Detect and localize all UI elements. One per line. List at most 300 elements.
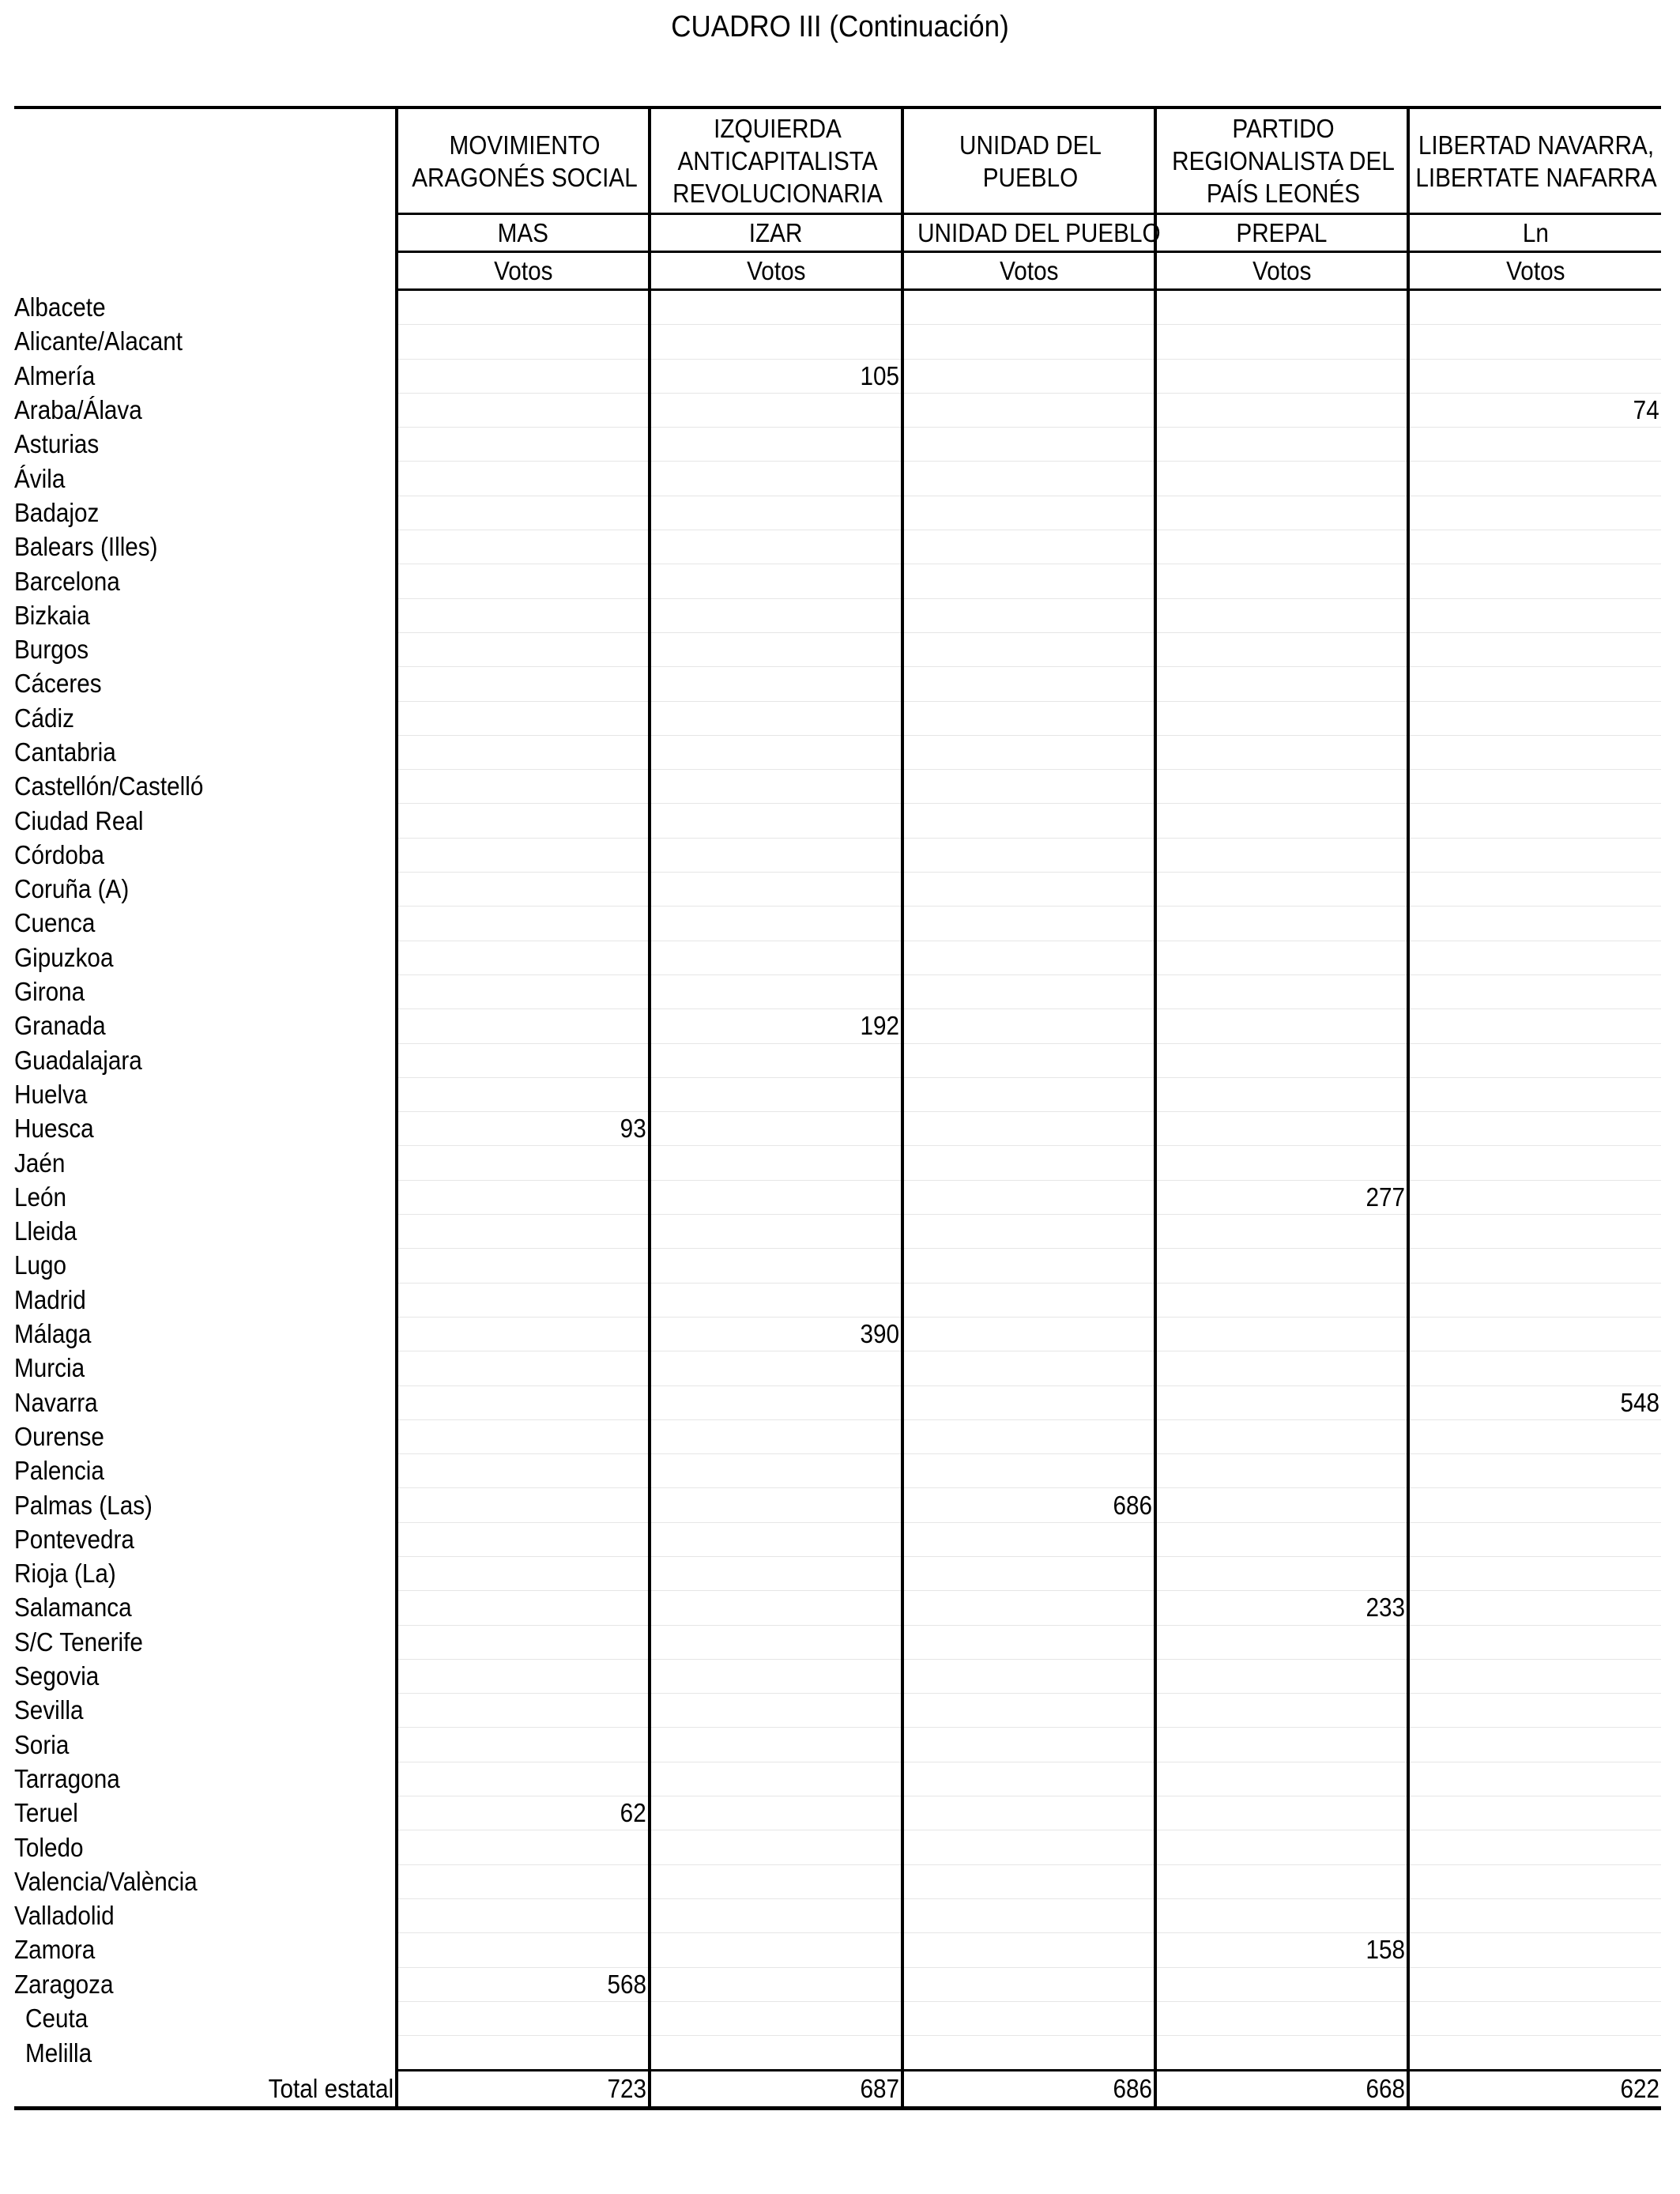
votes-cell-prepal — [1155, 770, 1408, 804]
province-label: Badajoz — [14, 497, 100, 527]
votes-cell-ln — [1408, 1077, 1661, 1111]
votes-cell-mas — [397, 496, 650, 530]
table-row — [14, 632, 1661, 666]
votes-cell-mas — [397, 359, 650, 393]
votes-cell-prepal — [1155, 735, 1408, 769]
votes-cell-mas — [397, 907, 650, 941]
votes-cell-mas — [397, 941, 650, 974]
table-row — [14, 770, 1661, 804]
votes-cell-ln — [1408, 530, 1661, 564]
col-name-unidad: UNIDAD DEL PUEBLO — [902, 107, 1155, 214]
votes-cell-unidad — [902, 1112, 1155, 1146]
table-row — [14, 1762, 1661, 1796]
province-label: Ourense — [14, 1421, 104, 1451]
table-row — [14, 1864, 1661, 1898]
votes-cell-mas — [397, 1317, 650, 1351]
votes-cell-mas — [397, 1009, 650, 1043]
votes-cell-ln — [1408, 1591, 1661, 1625]
province-label: Cádiz — [14, 703, 74, 733]
table-row — [14, 2036, 1661, 2071]
votes-cell-prepal — [1155, 1625, 1408, 1659]
votes-cell-ln — [1408, 428, 1661, 462]
province-label: Sevilla — [14, 1695, 84, 1725]
votes-cell-unidad — [902, 1454, 1155, 1488]
votes-cell-izar — [650, 1864, 902, 1898]
votes-cell-ln — [1408, 1419, 1661, 1453]
total-mas: 723 — [397, 2071, 650, 2109]
province-label: Tarragona — [14, 1763, 120, 1793]
votes-cell-mas — [397, 2001, 650, 2035]
votes-cell-prepal — [1155, 325, 1408, 359]
province-label: Ceuta — [25, 2003, 89, 2033]
votes-cell-prepal: 277 — [1155, 1180, 1408, 1214]
votes-cell-unidad — [902, 1796, 1155, 1830]
table-row — [14, 701, 1661, 735]
votes-cell-prepal: 158 — [1155, 1933, 1408, 1967]
votes-cell-prepal — [1155, 530, 1408, 564]
votes-cell-izar — [650, 1728, 902, 1762]
votes-cell-unidad — [902, 496, 1155, 530]
votes-cell-mas — [397, 838, 650, 872]
votes-cell-unidad — [902, 1385, 1155, 1419]
votes-cell-prepal — [1155, 1830, 1408, 1864]
table-body — [14, 290, 1661, 2071]
votes-cell-mas — [397, 1419, 650, 1453]
table-row — [14, 2001, 1661, 2035]
votes-cell-izar — [650, 1591, 902, 1625]
table-row — [14, 1967, 1661, 2001]
votes-cell-mas — [397, 564, 650, 598]
table-row — [14, 941, 1661, 974]
province-label: Cáceres — [14, 669, 102, 699]
votes-cell-unidad — [902, 1180, 1155, 1214]
votes-cell-izar — [650, 632, 902, 666]
votes-cell-prepal — [1155, 974, 1408, 1008]
votes-cell-izar — [650, 907, 902, 941]
votes-cell-prepal — [1155, 667, 1408, 701]
votes-cell-izar — [650, 1796, 902, 1830]
votes-cell-unidad — [902, 1933, 1155, 1967]
votes-cell-izar — [650, 462, 902, 496]
votes-cell-izar — [650, 1385, 902, 1419]
votes-cell-prepal — [1155, 838, 1408, 872]
votes-cell-izar — [650, 1249, 902, 1283]
province-label: Zaragoza — [14, 1969, 114, 1999]
table-row — [14, 1077, 1661, 1111]
votes-cell-mas — [397, 1454, 650, 1488]
votes-cell-mas: 568 — [397, 1967, 650, 2001]
table-row — [14, 667, 1661, 701]
votes-cell-unidad — [902, 974, 1155, 1008]
votes-cell-mas — [397, 1659, 650, 1693]
votes-cell-mas — [397, 1146, 650, 1180]
votes-cell-mas — [397, 1351, 650, 1385]
col-unit-unidad: Votos — [902, 252, 1155, 290]
votes-cell-mas — [397, 873, 650, 907]
table-row — [14, 1385, 1661, 1419]
votes-cell-izar — [650, 1659, 902, 1693]
votes-cell-mas — [397, 1385, 650, 1419]
votes-cell-ln — [1408, 1659, 1661, 1693]
province-label: Córdoba — [14, 839, 104, 869]
votes-cell-prepal — [1155, 1967, 1408, 2001]
votes-cell-izar — [650, 804, 902, 838]
votes-cell-ln — [1408, 1898, 1661, 1932]
votes-cell-unidad — [902, 598, 1155, 632]
province-label: Almería — [14, 360, 96, 390]
votes-cell-unidad — [902, 564, 1155, 598]
votes-cell-unidad — [902, 1419, 1155, 1453]
votes-cell-mas — [397, 1694, 650, 1728]
province-label: Navarra — [14, 1387, 98, 1417]
col-abbr-prepal: PREPAL — [1155, 214, 1408, 252]
header-party-names — [14, 107, 1661, 214]
total-izar: 687 — [650, 2071, 902, 2109]
votes-cell-ln — [1408, 1796, 1661, 1830]
votes-cell-izar — [650, 1967, 902, 2001]
votes-cell-prepal: 233 — [1155, 1591, 1408, 1625]
table-row — [14, 1488, 1661, 1522]
votes-cell-unidad — [902, 325, 1155, 359]
votes-cell-prepal — [1155, 1659, 1408, 1693]
province-label: Huelva — [14, 1079, 88, 1109]
table-row — [14, 1898, 1661, 1932]
votes-cell-prepal — [1155, 1009, 1408, 1043]
table-row — [14, 1625, 1661, 1659]
table-row — [14, 735, 1661, 769]
province-label: Albacete — [14, 292, 106, 322]
votes-cell-mas — [397, 290, 650, 325]
votes-cell-ln — [1408, 1454, 1661, 1488]
votes-cell-mas — [397, 1488, 650, 1522]
votes-cell-izar — [650, 1488, 902, 1522]
votes-cell-izar — [650, 667, 902, 701]
votes-cell-izar — [650, 1898, 902, 1932]
votes-cell-unidad — [902, 873, 1155, 907]
table-row — [14, 462, 1661, 496]
votes-cell-izar: 105 — [650, 359, 902, 393]
votes-cell-ln — [1408, 804, 1661, 838]
votes-cell-unidad — [902, 1694, 1155, 1728]
votes-cell-unidad — [902, 1967, 1155, 2001]
votes-cell-ln — [1408, 1933, 1661, 1967]
province-label: Bizkaia — [14, 600, 90, 630]
table-row — [14, 1659, 1661, 1693]
votes-cell-izar — [650, 1351, 902, 1385]
table-row — [14, 359, 1661, 393]
votes-cell-unidad — [902, 462, 1155, 496]
votes-cell-unidad — [902, 941, 1155, 974]
province-label: Castellón/Castelló — [14, 771, 204, 801]
votes-cell-unidad — [902, 735, 1155, 769]
votes-cell-ln — [1408, 325, 1661, 359]
votes-cell-prepal — [1155, 1283, 1408, 1317]
votes-cell-prepal — [1155, 2036, 1408, 2071]
table-row — [14, 290, 1661, 325]
total-label: Total estatal — [14, 2071, 397, 2109]
table-row — [14, 838, 1661, 872]
table-row — [14, 1249, 1661, 1283]
votes-cell-mas — [397, 530, 650, 564]
province-label: Girona — [14, 977, 85, 1007]
votes-cell-prepal — [1155, 701, 1408, 735]
votes-cell-unidad — [902, 2036, 1155, 2071]
total-ln: 622 — [1408, 2071, 1661, 2109]
province-label: Palencia — [14, 1456, 104, 1486]
province-label: Cantabria — [14, 737, 116, 767]
votes-cell-prepal — [1155, 1796, 1408, 1830]
province-label: Palmas (Las) — [14, 1490, 153, 1520]
votes-cell-prepal — [1155, 1454, 1408, 1488]
votes-cell-mas — [397, 1933, 650, 1967]
votes-cell-unidad — [902, 1009, 1155, 1043]
votes-cell-mas — [397, 325, 650, 359]
votes-cell-ln — [1408, 1009, 1661, 1043]
votes-cell-ln — [1408, 907, 1661, 941]
votes-cell-ln — [1408, 941, 1661, 974]
votes-cell-izar — [650, 1454, 902, 1488]
votes-cell-unidad — [902, 1283, 1155, 1317]
votes-cell-mas — [397, 393, 650, 427]
col-abbr-mas: MAS — [397, 214, 650, 252]
col-name-prepal: PARTIDO REGIONALISTA DEL PAÍS LEONÉS — [1155, 107, 1408, 214]
votes-cell-ln — [1408, 462, 1661, 496]
table-row — [14, 1009, 1661, 1043]
votes-cell-ln — [1408, 1351, 1661, 1385]
total-row — [14, 2071, 1661, 2109]
votes-cell-ln — [1408, 1762, 1661, 1796]
votes-cell-ln — [1408, 735, 1661, 769]
col-unit-ln: Votos — [1408, 252, 1661, 290]
votes-cell-mas — [397, 1864, 650, 1898]
province-label: Rioja (La) — [14, 1559, 116, 1589]
votes-cell-mas: 62 — [397, 1796, 650, 1830]
votes-cell-prepal — [1155, 907, 1408, 941]
votes-cell-prepal — [1155, 428, 1408, 462]
col-abbr-ln: Ln — [1408, 214, 1661, 252]
votes-cell-ln — [1408, 1249, 1661, 1283]
votes-cell-ln — [1408, 1043, 1661, 1077]
votes-cell-unidad — [902, 1728, 1155, 1762]
province-label: S/C Tenerife — [14, 1627, 143, 1657]
votes-cell-unidad — [902, 1864, 1155, 1898]
votes-cell-izar — [650, 1762, 902, 1796]
votes-cell-prepal — [1155, 598, 1408, 632]
votes-cell-izar — [650, 941, 902, 974]
table-row — [14, 1419, 1661, 1453]
votes-cell-prepal — [1155, 1694, 1408, 1728]
table-row — [14, 564, 1661, 598]
province-label: León — [14, 1182, 67, 1212]
votes-cell-izar — [650, 1112, 902, 1146]
votes-cell-mas — [397, 1898, 650, 1932]
votes-cell-prepal — [1155, 462, 1408, 496]
table-row — [14, 804, 1661, 838]
votes-cell-prepal — [1155, 1728, 1408, 1762]
table-row — [14, 1146, 1661, 1180]
votes-cell-izar — [650, 1180, 902, 1214]
votes-cell-prepal — [1155, 941, 1408, 974]
votes-cell-mas — [397, 1215, 650, 1249]
votes-cell-izar — [650, 873, 902, 907]
votes-cell-ln — [1408, 1215, 1661, 1249]
col-name-ln: LIBERTAD NAVARRA, LIBERTATE NAFARRA — [1408, 107, 1661, 214]
votes-cell-izar — [650, 496, 902, 530]
votes-cell-ln — [1408, 1180, 1661, 1214]
votes-cell-ln — [1408, 496, 1661, 530]
votes-cell-mas — [397, 428, 650, 462]
votes-cell-izar — [650, 1419, 902, 1453]
votes-cell-ln — [1408, 1283, 1661, 1317]
table-row — [14, 1454, 1661, 1488]
votes-cell-izar — [650, 290, 902, 325]
votes-cell-unidad — [902, 1591, 1155, 1625]
votes-cell-unidad — [902, 530, 1155, 564]
votes-cell-mas — [397, 735, 650, 769]
votes-cell-ln — [1408, 359, 1661, 393]
votes-cell-unidad — [902, 907, 1155, 941]
province-label: Valladolid — [14, 1901, 115, 1931]
votes-cell-ln — [1408, 1317, 1661, 1351]
votes-cell-prepal — [1155, 1898, 1408, 1932]
votes-cell-unidad — [902, 701, 1155, 735]
province-label: Valencia/València — [14, 1866, 198, 1896]
votes-cell-ln — [1408, 290, 1661, 325]
votes-cell-prepal — [1155, 1077, 1408, 1111]
votes-cell-izar — [650, 701, 902, 735]
votes-cell-prepal — [1155, 1215, 1408, 1249]
province-label: Soria — [14, 1729, 70, 1759]
votes-cell-unidad — [902, 1556, 1155, 1590]
province-label: Málaga — [14, 1319, 92, 1349]
total-unidad: 686 — [902, 2071, 1155, 2109]
votes-cell-mas — [397, 2036, 650, 2071]
votes-cell-izar — [650, 1830, 902, 1864]
table-row — [14, 907, 1661, 941]
votes-cell-izar — [650, 428, 902, 462]
province-label: Ávila — [14, 463, 66, 493]
votes-cell-unidad — [902, 1351, 1155, 1385]
votes-cell-unidad — [902, 290, 1155, 325]
votes-cell-unidad — [902, 1249, 1155, 1283]
votes-cell-unidad — [902, 1762, 1155, 1796]
votes-cell-unidad — [902, 838, 1155, 872]
votes-cell-izar — [650, 1077, 902, 1111]
votes-cell-izar — [650, 974, 902, 1008]
votes-cell-prepal — [1155, 1762, 1408, 1796]
votes-cell-unidad — [902, 1043, 1155, 1077]
table-row — [14, 325, 1661, 359]
votes-cell-mas — [397, 632, 650, 666]
table-row — [14, 1556, 1661, 1590]
votes-cell-unidad — [902, 1215, 1155, 1249]
votes-cell-unidad — [902, 393, 1155, 427]
table-row — [14, 1317, 1661, 1351]
votes-cell-ln: 74 — [1408, 393, 1661, 427]
header-units — [14, 252, 1661, 290]
votes-cell-ln — [1408, 564, 1661, 598]
votes-cell-unidad — [902, 770, 1155, 804]
votes-cell-ln — [1408, 1146, 1661, 1180]
votes-cell-izar — [650, 1146, 902, 1180]
votes-cell-prepal — [1155, 1864, 1408, 1898]
votes-cell-ln — [1408, 1728, 1661, 1762]
total-prepal: 668 — [1155, 2071, 1408, 2109]
province-label: Ciudad Real — [14, 805, 144, 835]
votes-cell-ln — [1408, 1488, 1661, 1522]
votes-cell-ln — [1408, 1694, 1661, 1728]
col-name-mas: MOVIMIENTO ARAGONÉS SOCIAL — [397, 107, 650, 214]
col-unit-mas: Votos — [397, 252, 650, 290]
votes-cell-ln — [1408, 1967, 1661, 2001]
votes-cell-prepal — [1155, 1317, 1408, 1351]
votes-cell-prepal — [1155, 1522, 1408, 1556]
votes-cell-mas — [397, 1180, 650, 1214]
votes-cell-ln — [1408, 667, 1661, 701]
votes-cell-mas — [397, 1283, 650, 1317]
province-label: Segovia — [14, 1661, 100, 1691]
province-label: Melilla — [25, 2038, 92, 2068]
votes-cell-izar — [650, 1933, 902, 1967]
votes-cell-unidad — [902, 1077, 1155, 1111]
votes-cell-izar — [650, 1283, 902, 1317]
votes-cell-izar — [650, 393, 902, 427]
results-table — [14, 106, 1661, 2110]
votes-cell-ln — [1408, 838, 1661, 872]
province-label: Jaén — [14, 1148, 66, 1178]
votes-cell-prepal — [1155, 1351, 1408, 1385]
votes-cell-mas — [397, 1043, 650, 1077]
province-label: Madrid — [14, 1284, 86, 1314]
votes-cell-izar — [650, 838, 902, 872]
table-row — [14, 1591, 1661, 1625]
province-label: Coruña (A) — [14, 874, 130, 904]
table-row — [14, 974, 1661, 1008]
votes-cell-mas — [397, 804, 650, 838]
province-label: Lugo — [14, 1250, 67, 1280]
votes-cell-ln — [1408, 632, 1661, 666]
col-name-izar: IZQUIERDA ANTICAPITALISTA REVOLUCIONARIA — [650, 107, 902, 214]
votes-cell-prepal — [1155, 804, 1408, 838]
province-label: Murcia — [14, 1353, 85, 1383]
votes-cell-ln — [1408, 1556, 1661, 1590]
votes-cell-prepal — [1155, 359, 1408, 393]
table-row — [14, 428, 1661, 462]
votes-cell-ln — [1408, 598, 1661, 632]
votes-cell-mas — [397, 1728, 650, 1762]
province-label: Araba/Álava — [14, 395, 142, 425]
province-label: Gipuzkoa — [14, 942, 114, 972]
votes-cell-unidad — [902, 632, 1155, 666]
votes-cell-ln — [1408, 770, 1661, 804]
table-row — [14, 1351, 1661, 1385]
province-label: Asturias — [14, 429, 100, 459]
col-unit-prepal: Votos — [1155, 252, 1408, 290]
votes-cell-izar — [650, 598, 902, 632]
votes-cell-mas — [397, 1591, 650, 1625]
votes-cell-izar — [650, 2001, 902, 2035]
votes-cell-mas — [397, 770, 650, 804]
votes-cell-unidad — [902, 428, 1155, 462]
table-row — [14, 598, 1661, 632]
votes-cell-prepal — [1155, 1112, 1408, 1146]
votes-cell-mas — [397, 1762, 650, 1796]
province-label: Salamanca — [14, 1593, 132, 1623]
votes-cell-ln — [1408, 1864, 1661, 1898]
votes-cell-ln — [1408, 873, 1661, 907]
table-row — [14, 1043, 1661, 1077]
votes-cell-unidad — [902, 1522, 1155, 1556]
